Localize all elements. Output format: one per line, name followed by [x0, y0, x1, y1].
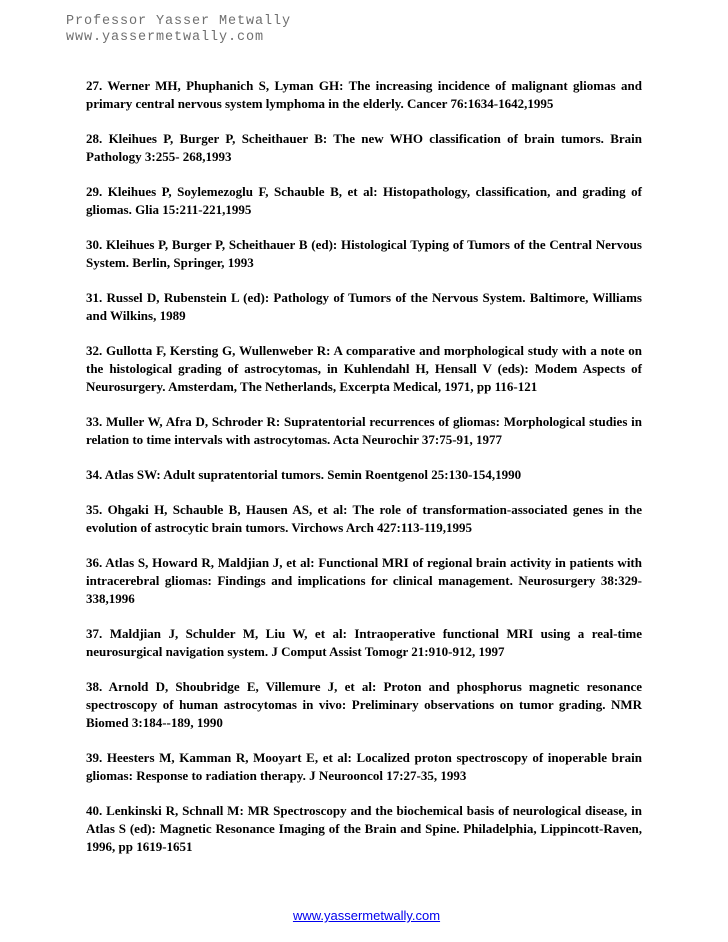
reference-item: 40. Lenkinski R, Schnall M: MR Spectroscopy and the biochemical basis of neurological disease, in Atlas S (ed): Magnetic Resonance Imaging of the Brain and Spine. Philadelphia, Lippincott-Raven, 1996, pp 1619-1651	[86, 803, 642, 854]
reference-item: 31. Russel D, Rubenstein L (ed): Pathology of Tumors of the Nervous System. Baltimore, Williams and Wilkins, 1989	[86, 290, 642, 323]
reference-item: 34. Atlas SW: Adult supratentorial tumors. Semin Roentgenol 25:130-154,1990	[86, 467, 522, 482]
reference-item: 39. Heesters M, Kamman R, Mooyart E, et al: Localized proton spectroscopy of inoperable brain gliomas: Response to radiation therapy. J Neurooncol 17:27-35, 1993	[86, 750, 642, 783]
page-header	[66, 14, 291, 46]
footer-website-link[interactable]: www.yassermetwally.com	[292, 908, 441, 923]
author-name: Professor Yasser Metwally	[66, 14, 292, 29]
reference-item: 29. Kleihues P, Soylemezoglu F, Schauble B, et al: Histopathology, classification, and grading of gliomas. Glia 15:211-221,1995	[86, 184, 642, 217]
page-footer	[0, 908, 728, 924]
reference-list	[86, 77, 642, 873]
header-website: www.yassermetwally.com	[66, 30, 265, 45]
reference-item: 28. Kleihues P, Burger P, Scheithauer B: The new WHO classification of brain tumors. Brain Pathology 3:255- 268,1993	[86, 131, 642, 164]
reference-item: 32. Gullotta F, Kersting G, Wullenweber R: A comparative and morphological study with a note on the histological grading of astrocytomas, in Kuhlendahl H, Hensall V (eds): Modem Aspects of Neurosurgery. Amsterdam, The Netherlands, Excerpta Medical, 1971, pp 116-121	[86, 343, 642, 394]
reference-item: 37. Maldjian J, Schulder M, Liu W, et al: Intraoperative functional MRI using a real-time neurosurgical navigation system. J Comput Assist Tomogr 21:910-912, 1997	[86, 626, 642, 659]
reference-item: 36. Atlas S, Howard R, Maldjian J, et al: Functional MRI of regional brain activity in patients with intracerebral gliomas: Findings and implications for clinical management. Neurosurgery 38:329-338,1996	[86, 555, 642, 606]
reference-item: 33. Muller W, Afra D, Schroder R: Supratentorial recurrences of gliomas: Morphological studies in relation to time intervals with astrocytomas. Acta Neurochir 37:75-91, 1977	[86, 414, 642, 447]
reference-item: 35. Ohgaki H, Schauble B, Hausen AS, et al: The role of transformation-associated genes in the evolution of astrocytic brain tumors. Virchows Arch 427:113-119,1995	[86, 502, 642, 535]
reference-item: 27. Werner MH, Phuphanich S, Lyman GH: The increasing incidence of malignant gliomas and primary central nervous system lymphoma in the elderly. Cancer 76:1634-1642,1995	[86, 78, 642, 111]
reference-item: 30. Kleihues P, Burger P, Scheithauer B (ed): Histological Typing of Tumors of the Central Nervous System. Berlin, Springer, 1993	[86, 237, 642, 270]
reference-item: 38. Arnold D, Shoubridge E, Villemure J, et al: Proton and phosphorus magnetic resonance spectroscopy of human astrocytomas in vivo: Preliminary observations on tumor grading. NMR Biomed 3:184--189, 1990	[86, 679, 642, 730]
